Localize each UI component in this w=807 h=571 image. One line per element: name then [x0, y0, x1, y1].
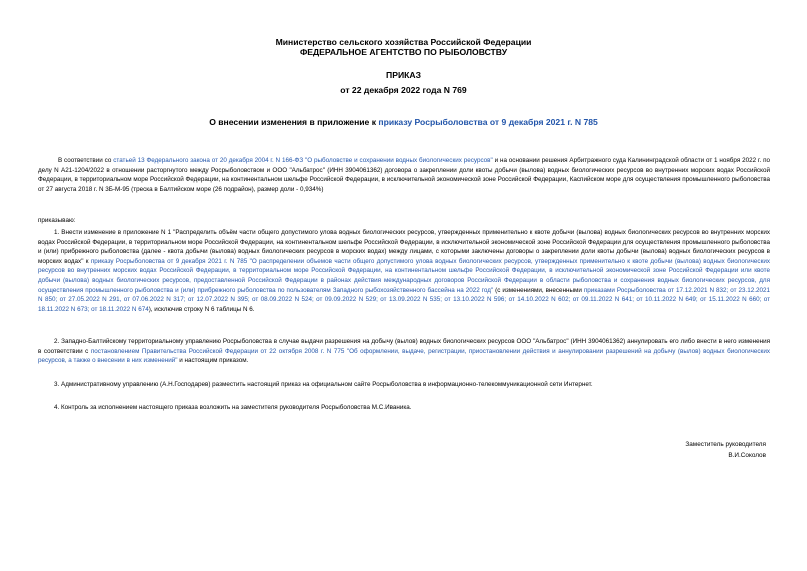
item-1-text-c: ), исключив строку N 6 таблицы N 6. — [148, 305, 255, 313]
government-decree-link[interactable]: постановлением Правительства Российской Федерации от 22 октября 2008 г. N 775 "Об оформлении, выдаче, регистрации, приостановлении действия и аннулировании разрешений на добычу (вылов) водных биологических ресурсов, а также о внесении в них изменений" — [38, 347, 770, 365]
subject-link[interactable]: приказу Росрыболовства от 9 декабря 2021 г. N 785 — [378, 117, 598, 127]
doc-type: ПРИКАЗ — [386, 70, 421, 80]
signature-position: Заместитель руководителя — [685, 441, 766, 448]
item-3: 3. Административному управлению (А.Н.Господарев) разместить настоящий приказ на официальном сайте Росрыболовства в информационно-телекоммуникационной сети Интернет. — [54, 381, 593, 388]
orders-label: приказываю: — [38, 217, 76, 224]
item-2-text-b: и настоящим приказом. — [177, 357, 249, 365]
agency-title: ФЕДЕРАЛЬНОЕ АГЕНТСТВО ПО РЫБОЛОВСТВУ — [299, 47, 508, 57]
item-1-text-a: 1. Внести изменение в приложение N 1 "Распределить объём части общего допустимого улова водных биологических ресурсов, утвержденных применительно к квоте добычи (вылова) водных биологических ресурсов во внутренних морских водах Российской Федерации, в территориальном море Российской Федерации, на континентальном шельфе Российской Федерации, в исключительной экономической зоне Российской Федерации для осуществления промышленного рыболовства и (или) прибрежного рыболовства (далее - квота добычи (вылова) водных биологических ресурсов в морских водах) между лицами, с которыми заключены договоры о закреплении доли квоты добычи (вылова) водных биологических ресурсов в морских водах" к — [38, 229, 770, 265]
preamble-text-1: В соответствии со — [58, 157, 114, 164]
doc-date-number: от 22 декабря 2022 года N 769 — [340, 85, 467, 95]
preamble — [38, 156, 770, 194]
preamble-text-2: и на основании решения Арбитражного суда Калининградской области от 1 ноября 2022 г. по делу N А21-1204/2022 в отношении расторгнутого между Росрыболовством и ООО "Альбатрос" (ИНН 3904061362) договора о закреплении доли квоты добычи (вылова) водных биологических ресурсов во внутренних морских водах Российской Федерации, в территориальном море Российской Федерации, на континентальном шельфе Российской Федерации, в исключительной экономической зоне Российской Федерации, Каспийском море для осуществления промышленного рыболовства от 27 августа 2018 г. N 3Б-М-95 (треска в Балтийском море (26 подрайон), размер доли - 0,934%) — [38, 157, 770, 193]
signature-name: В.И.Соколов — [728, 452, 766, 459]
subject-text: О внесении изменения в приложение к — [209, 117, 379, 127]
ministry-title: Министерство сельского хозяйства Российской Федерации — [275, 37, 532, 47]
amendment-orders-link[interactable]: приказами Росрыболовства от 17.12.2021 N 832; от 23.12.2021 N 850; от 27.05.2022 N 291, от 07.06.2022 N 317; от 12.07.2022 N 395; от 08.09.2022 N 524; от 09.09.2022 N 529; от 13.09.2022 N 535; от 13.10.2022 N 596; от 14.10.2022 N 602; от 09.11.2022 N 641; от 10.11.2022 N 649; от 15.11.2022 N 660; от 18.11.2022 N 673; от 18.11.2022 N 674 — [38, 286, 771, 313]
law-link[interactable]: статьей 13 Федерального закона от 20 декабря 2004 г. N 166-ФЗ "О рыболовстве и сохранении водных биологических ресурсов" — [113, 157, 493, 164]
item-4: 4. Контроль за исполнением настоящего приказа возложить на заместителя руководителя Росрыболовства М.С.Иваника. — [54, 404, 412, 411]
item-2-text-a: 2. Западно-Балтийскому территориальному управлению Росрыболовства в случае выдачи разрешения на добычу (вылов) водных биологических ресурсов ООО "Альбатрос" (ИНН 3904061362) аннулировать его либо внести в него изменения в соответствии с — [38, 338, 770, 355]
item-1-text-b: (с изменениями, внесенными — [493, 286, 584, 294]
doc-subject — [0, 117, 807, 127]
item-1 — [38, 228, 770, 314]
item-2 — [38, 337, 770, 366]
order-785-link[interactable]: приказу Росрыболовства от 9 декабря 2021 г. N 785 "О распределении объемов части общего допустимого улова водных биологических ресурсов, утвержденных применительно к квоте добычи (вылова) водных биологических ресурсов во внутренних морских водах Российской Федерации, в территориальном море Российской Федерации, на континентальном шельфе Российской Федерации, в исключительной экономической зоне Российской Федерации или квоте добычи (вылова) водных биологических ресурсов, предоставленной Российской Федерации в районах действия международных договоров Российской Федерации в области рыболовства и сохранения водных биологических ресурсов, для осуществления промышленного рыболовства и (или) прибрежного рыболовства по пользователям Западного рыбохозяйственного бассейна на 2022 год" — [38, 257, 770, 294]
